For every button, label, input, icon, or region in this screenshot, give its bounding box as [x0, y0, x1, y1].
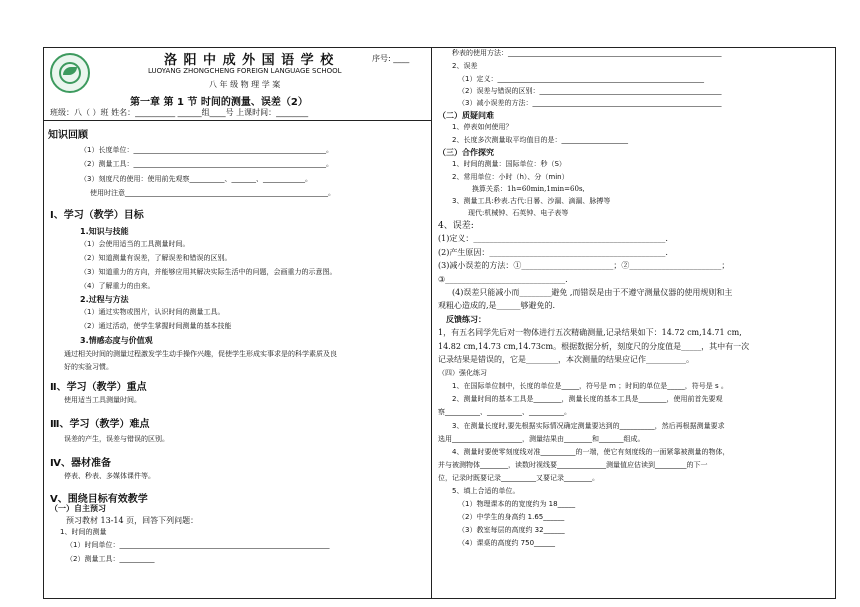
error-question: ③______________________________.: [438, 275, 568, 284]
practice-item: 察__________、__________、__________。: [438, 408, 571, 416]
review-item: （1）长度单位：_______________________________________________________。: [80, 146, 333, 154]
error-item: （3）减小误差的方法：______________________________________________________: [458, 99, 722, 107]
error-question: (4)误差只能减小而________避免 ,而错误是由于不遵守测量仪器的使用规则和主: [452, 288, 733, 297]
class-info-line: 班级：八（ ）班 姓名：__________ ______组____号 上课时间：________: [50, 108, 309, 117]
cooperation-item: 3、测量工具:秒表.古代:日晷、沙漏、滴漏、脉搏等: [452, 197, 611, 205]
cooperation-title: （三）合作探究: [438, 148, 494, 157]
error-section-title: 4、误差:: [438, 221, 474, 231]
feedback-title: 反馈练习：: [446, 315, 486, 324]
goal-item: （2）通过活动，使学生掌握时间测量的基本技能: [80, 322, 232, 330]
cooperation-item: 换算关系：1h=60min,1min=60s,: [472, 185, 585, 193]
practice-item: 4、测量时要使零刻度线对准__________的一端，使它有刻度线的一面紧靠被测量的物体，: [452, 448, 730, 456]
feedback-question: 14.82 cm,14.73 cm,14.73cm。根据数据分析，刻度尺的分度值是_____，其中有一次: [438, 342, 750, 351]
school-logo: [50, 53, 90, 93]
preview-question: （2）测量工具：__________: [66, 555, 155, 563]
preview-instruction: 预习教材 13-14 页，回答下列问题：: [66, 516, 199, 525]
stopwatch-usage: 秒表的使用方法：_____________________________________________________________: [452, 49, 722, 57]
chapter-title: 第一章 第 1 节 时间的测量、误差（2）: [130, 97, 308, 108]
cooperation-item: 现代:机械钟、石英钟、电子表等: [468, 209, 569, 217]
section-teaching-title: Ⅴ、围绕目标有效教学: [50, 494, 148, 505]
goal-item: （1）通过实物或图片，认识时间的测量工具。: [80, 308, 225, 316]
practice-item: 选用____________________，测量结果由________和_______组成。: [438, 435, 645, 443]
practice-item: 位，记录时既要记录__________又要记录________。: [438, 474, 599, 482]
practice-item: 5、填上合适的单位。: [452, 487, 520, 495]
practice-item: 2、测量时间的基本工具是________，测量长度的基本工具是________，使用前首先要观: [452, 395, 723, 403]
feedback-question: 1，有五名同学先后对一物体进行五次精确测量,记录结果如下：14.72 cm,14.71 cm,: [438, 328, 742, 337]
goal-item: （4）了解重力的由来。: [80, 282, 155, 290]
section-equipment-title: Ⅳ、器材准备: [50, 458, 111, 469]
left-column: [43, 47, 432, 599]
goal-subtitle: 3.情感态度与价值观: [80, 336, 153, 345]
practice-item: （1）物理课本的的宽度约为 18_____: [458, 500, 576, 508]
preview-subtitle: （一）自主预习: [50, 504, 106, 513]
cooperation-item: 2、常用单位：小时（h）、分（min）: [452, 173, 569, 181]
practice-item: （2）中学生的身高约 1.65______: [458, 513, 565, 521]
practice-item: 并与被测物体________，读数时视线要______________测量值应估读到_________的下一: [438, 461, 708, 469]
questions-title: （二）质疑问难: [438, 111, 494, 120]
goal-item: （3）知道重力的方向，并能够应用其解决实际生活中的问题，会画重力的示意图。: [80, 268, 337, 276]
feedback-question: 记录结果是错误的，它是________，本次测量的结果应记作__________。: [438, 355, 694, 364]
goal-paragraph: 通过相关时间的测量过程激发学生动手操作兴趣，促使学生形成实事求是的科学素质及良: [64, 350, 337, 358]
practice-item: （4）课桌的高度约 750______: [458, 539, 556, 547]
grade-title: 八 年 级 物 理 学 案: [209, 80, 281, 89]
review-item: （2）测量工具：_______________________________________________________。: [80, 160, 333, 168]
error-heading: 2、误差: [452, 62, 478, 70]
sequence-number: 序号: ____: [372, 54, 410, 63]
error-question: (2)产生原因：____________________________________________.: [438, 248, 668, 257]
school-english-name: LUOYANG ZHONGCHENG FOREIGN LANGUAGE SCHOOL: [148, 67, 342, 75]
practice-item: 3、在测量长度时,要先根据实际情况确定测量要达到的__________，然后再根据测量要求: [452, 422, 725, 430]
error-question: (1)定义：________________________________________________.: [438, 234, 668, 243]
key-points-text: 使用适当工具测量时间。: [64, 396, 141, 404]
error-question: (3)减小误差的方法：①_______________________；②_______________________；: [438, 261, 730, 270]
question-item: 1、停表如何使用？: [452, 123, 513, 131]
review-item: 使用时注意__________________________________________________________。: [90, 189, 335, 197]
section-key-points-title: Ⅱ、学习（教学）重点: [50, 382, 147, 393]
difficulties-text: 误差的产生，误差与错误的区别。: [64, 435, 169, 443]
goal-paragraph: 好的实验习惯。: [64, 363, 113, 371]
review-title: 知识回顾: [48, 130, 88, 141]
goal-subtitle: 2.过程与方法: [80, 295, 129, 304]
review-item: （3）刻度尺的使用：使用前先观察__________、_______、____________。: [80, 175, 312, 183]
practice-title: （四）强化练习: [438, 369, 487, 377]
error-question: 观粗心造成的,是______够避免的.: [438, 301, 556, 310]
goal-item: （2）知道测量有误差，了解误差和错误的区别。: [80, 254, 232, 262]
cooperation-item: 1、时间的测量：国际单位：秒（S）: [452, 160, 566, 168]
goal-item: （1）会使用适当的工具测量时间。: [80, 240, 190, 248]
right-column: [432, 47, 836, 599]
practice-item: （3）教室每层的高度约 32______: [458, 526, 565, 534]
school-name: 洛 阳 中 成 外 国 语 学 校: [164, 53, 335, 68]
error-item: （2）误差与错误的区别：____________________________________________________: [458, 87, 722, 95]
question-item: 2、长度多次测量取平均值目的是：___________________: [452, 136, 628, 144]
preview-question: （1）时间单位：____________________________________________________________: [66, 541, 330, 549]
section-difficulties-title: Ⅲ、学习（教学）难点: [50, 419, 150, 430]
error-item: （1）定义：___________________________________________________________: [458, 75, 704, 83]
header-divider: [44, 120, 431, 121]
goal-subtitle: 1.知识与技能: [80, 227, 129, 236]
equipment-text: 停表、秒表、多媒体课件等。: [64, 472, 155, 480]
preview-question: 1、时间的测量: [60, 528, 107, 536]
practice-item: 1、在国际单位制中，长度的单位是_____，符号是 m ；时间的单位是_____，符号是 s 。: [452, 382, 728, 390]
section-goals-title: Ⅰ、学习（教学）目标: [50, 210, 144, 221]
